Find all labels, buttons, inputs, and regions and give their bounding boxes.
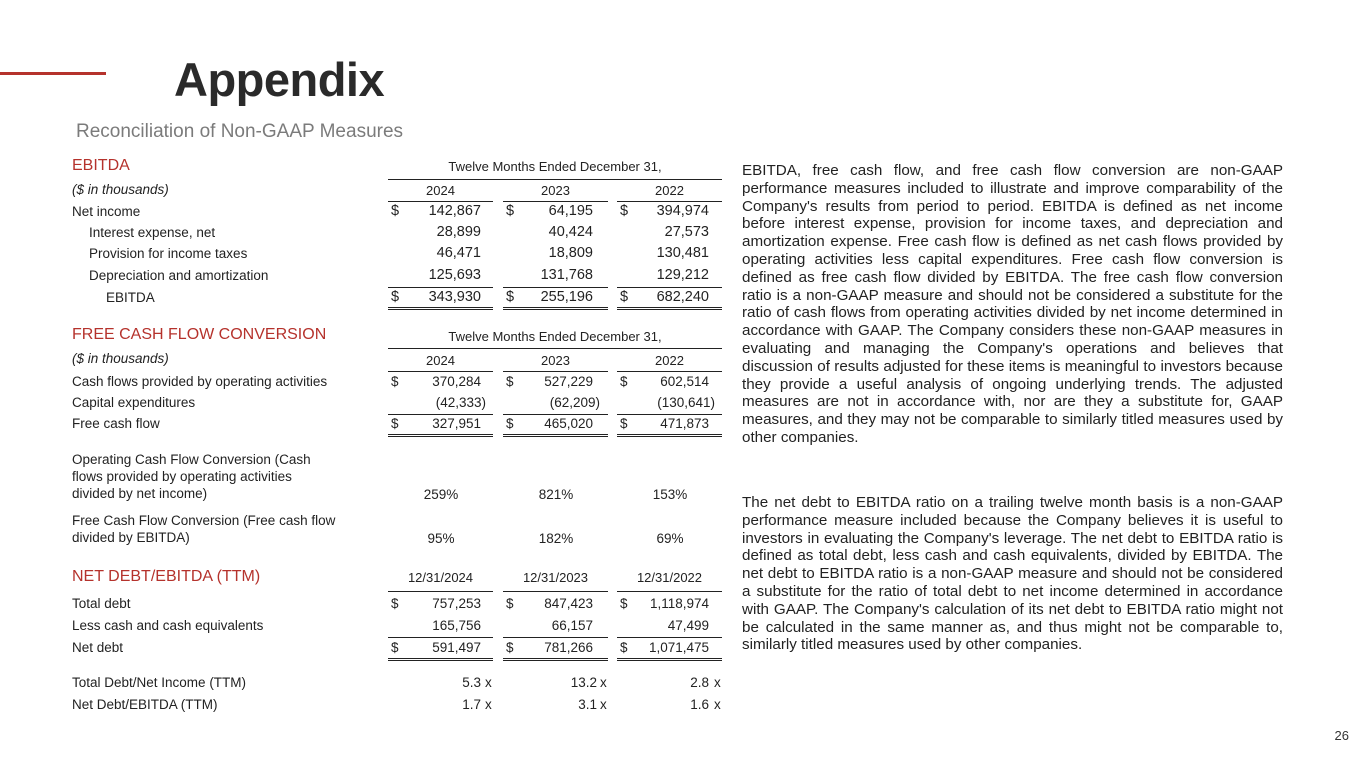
table-cell: 40,424 <box>548 224 593 240</box>
netdebt-date-rule <box>503 591 608 592</box>
total-double-rule <box>388 658 493 661</box>
subtotal-rule <box>617 414 722 415</box>
ebitda-units: ($ in thousands) <box>72 182 169 197</box>
total-double-rule <box>388 434 493 437</box>
table-row-label: Total Debt/Net Income (TTM) <box>72 675 247 690</box>
ocf-conversion-label-line: divided by net income) <box>72 486 208 501</box>
table-cell: 129,212 <box>656 267 709 283</box>
table-cell: 255,196 <box>540 289 593 305</box>
table-cell: 757,253 <box>432 596 481 611</box>
currency-symbol: $ <box>506 640 514 655</box>
ratio-value: 13.2 <box>570 675 597 690</box>
fcf-period-header: Twelve Months Ended December 31, <box>448 329 662 344</box>
fcf-conversion-label-line: divided by EBITDA) <box>72 530 190 545</box>
table-cell: 46,471 <box>436 245 481 261</box>
netdebt-date-rule <box>617 591 722 592</box>
fcf-year-col: 2024 <box>426 353 455 368</box>
table-cell: 471,873 <box>660 416 709 431</box>
table-row-label: Net Debt/EBITDA (TTM) <box>72 697 218 712</box>
fcf-units: ($ in thousands) <box>72 351 169 366</box>
fcf-year-rule <box>388 371 493 372</box>
commentary-paragraph: The net debt to EBITDA ratio on a trailing twelve month basis is a non-GAAP performance measure included because the Company believes it is useful to investors in evaluating the Company's leverage. The net debt to EBITDA ratio is defined as total debt, less cash and cash equivalents, divided by EBITDA. The net debt to EBITDA ratio is a non-GAAP measure and should not be considered a substitute for the ratio of total debt to net income determined in accordance with GAAP. The Company's calculation of its net debt to EBITDA ratio might not be calculated in the same manner as, and thus might not be comparable to, similarly titled measures used by other companies. <box>742 494 1283 654</box>
currency-symbol: $ <box>620 203 629 219</box>
table-cell: 370,284 <box>432 374 481 389</box>
currency-symbol: $ <box>391 289 400 305</box>
subtotal-rule <box>388 637 493 638</box>
table-cell: 847,423 <box>544 596 593 611</box>
table-row-label: Total debt <box>72 596 131 611</box>
table-cell: 47,499 <box>667 618 709 633</box>
currency-symbol: $ <box>506 374 514 389</box>
ebitda-year-col: 2023 <box>541 183 570 198</box>
subtotal-rule <box>388 287 493 288</box>
currency-symbol: $ <box>506 416 514 431</box>
subtotal-rule <box>617 637 722 638</box>
ocf-conversion-value: 259% <box>423 487 459 502</box>
accent-line <box>0 72 106 75</box>
ebitda-year-col: 2022 <box>655 183 684 198</box>
netdebt-date-col: 12/31/2022 <box>636 570 703 585</box>
table-row-label: Net income <box>72 204 141 219</box>
ratio-suffix: x <box>714 675 721 690</box>
total-double-rule <box>503 658 608 661</box>
table-cell: 465,020 <box>544 416 593 431</box>
table-cell: 125,693 <box>428 267 481 283</box>
currency-symbol: $ <box>506 596 514 611</box>
page-subtitle: Reconciliation of Non-GAAP Measures <box>76 121 404 142</box>
table-cell: 343,930 <box>428 289 481 305</box>
netdebt-section-title: NET DEBT/EBITDA (TTM) <box>72 568 261 585</box>
table-cell: 165,756 <box>432 618 481 633</box>
ratio-value: 3.1 <box>578 697 597 712</box>
netdebt-date-col: 12/31/2024 <box>407 570 474 585</box>
currency-symbol: $ <box>391 203 400 219</box>
table-row-label: Less cash and cash equivalents <box>72 618 264 633</box>
ratio-value: 1.7 <box>462 697 481 712</box>
fcf-conversion-value: 182% <box>538 531 574 546</box>
table-cell: 602,514 <box>660 374 709 389</box>
ebitda-year-rule <box>388 201 493 202</box>
table-cell: 394,974 <box>656 203 709 219</box>
table-cell: (62,209) <box>549 395 600 410</box>
table-cell: 1,118,974 <box>649 596 709 611</box>
currency-symbol: $ <box>391 416 399 431</box>
page-number: 26 <box>1334 728 1349 743</box>
currency-symbol: $ <box>620 596 628 611</box>
total-double-rule <box>617 658 722 661</box>
table-cell: 781,266 <box>544 640 593 655</box>
table-row-label: Net debt <box>72 640 124 655</box>
fcf-year-col: 2022 <box>655 353 684 368</box>
table-cell: 527,229 <box>544 374 593 389</box>
currency-symbol: $ <box>620 289 629 305</box>
ebitda-period-header: Twelve Months Ended December 31, <box>448 159 662 174</box>
ebitda-year-rule <box>617 201 722 202</box>
ebitda-section-title: EBITDA <box>72 157 130 174</box>
ebitda-year-rule <box>503 201 608 202</box>
table-cell: 66,157 <box>551 618 593 633</box>
table-cell: 130,481 <box>656 245 709 261</box>
subtotal-rule <box>503 637 608 638</box>
subtotal-rule <box>503 287 608 288</box>
table-cell: 142,867 <box>428 203 481 219</box>
currency-symbol: $ <box>620 640 628 655</box>
fcf-conversion-value: 95% <box>427 531 455 546</box>
total-double-rule <box>388 307 493 310</box>
table-row-label: EBITDA <box>106 290 155 305</box>
fcf-conversion-value: 69% <box>656 531 684 546</box>
fcf-conversion-label-line: Free Cash Flow Conversion (Free cash flow <box>72 513 336 528</box>
total-double-rule <box>617 307 722 310</box>
table-cell: 1,071,475 <box>648 640 709 655</box>
table-cell: 18,809 <box>548 245 593 261</box>
ratio-suffix: x <box>600 697 607 712</box>
ratio-suffix: x <box>714 697 721 712</box>
ebitda-header-rule <box>388 179 722 180</box>
ratio-suffix: x <box>485 675 492 690</box>
total-double-rule <box>617 434 722 437</box>
ratio-suffix: x <box>600 675 607 690</box>
currency-symbol: $ <box>391 374 399 389</box>
ocf-conversion-value: 153% <box>652 487 688 502</box>
ratio-value: 5.3 <box>462 675 481 690</box>
fcf-header-rule <box>388 348 722 349</box>
table-row-label: Capital expenditures <box>72 395 196 410</box>
table-cell: 64,195 <box>548 203 593 219</box>
table-cell: 28,899 <box>436 224 481 240</box>
ratio-value: 1.6 <box>690 697 709 712</box>
table-row-label: Provision for income taxes <box>89 246 248 261</box>
table-cell: 27,573 <box>664 224 709 240</box>
netdebt-date-col: 12/31/2023 <box>522 570 589 585</box>
table-cell: 682,240 <box>656 289 709 305</box>
fcf-section-title: FREE CASH FLOW CONVERSION <box>72 326 327 343</box>
currency-symbol: $ <box>506 289 515 305</box>
fcf-year-col: 2023 <box>541 353 570 368</box>
subtotal-rule <box>388 414 493 415</box>
table-row-label: Depreciation and amortization <box>89 268 269 283</box>
ebitda-year-col: 2024 <box>426 183 455 198</box>
ocf-conversion-label-line: flows provided by operating activities <box>72 469 292 484</box>
page-title: Appendix <box>174 53 385 106</box>
table-cell: (130,641) <box>657 395 715 410</box>
currency-symbol: $ <box>391 640 399 655</box>
currency-symbol: $ <box>620 416 628 431</box>
currency-symbol: $ <box>620 374 628 389</box>
ratio-value: 2.8 <box>690 675 709 690</box>
total-double-rule <box>503 307 608 310</box>
commentary-paragraph: EBITDA, free cash flow, and free cash flow conversion are non-GAAP performance measures included to illustrate and improve comparability of the Company's results from period to period. EBITDA is defined as net income before interest expense, provision for income taxes, and depreciation and amortization expense. Free cash flow is defined as net cash flows provided by operating activities less capital expenditures. Free cash flow conversion is defined as free cash flow divided by EBITDA. The free cash flow conversion ratio is a non-GAAP measure and should not be considered a substitute for the ratio of cash flows from operating activities divided by net income determined in accordance with GAAP. The Company considers these non-GAAP measures in evaluating and managing the Company's operations and believes that discussion of results adjusted for these items is meaningful to investors because they provide a useful analysis of ongoing underlying trends. The adjusted measures are not in accordance with, nor are they a substitute for, GAAP measures, and they may not be comparable to similarly titled measures used by other companies. <box>742 162 1283 446</box>
ocf-conversion-label-line: Operating Cash Flow Conversion (Cash <box>72 452 311 467</box>
table-row-label: Free cash flow <box>72 416 160 431</box>
table-row-label: Interest expense, net <box>89 225 216 240</box>
netdebt-date-rule <box>388 591 493 592</box>
table-cell: 327,951 <box>432 416 481 431</box>
table-cell: (42,333) <box>435 395 486 410</box>
fcf-year-rule <box>617 371 722 372</box>
total-double-rule <box>503 434 608 437</box>
ocf-conversion-value: 821% <box>538 487 574 502</box>
table-row-label: Cash flows provided by operating activities <box>72 374 328 389</box>
subtotal-rule <box>617 287 722 288</box>
fcf-year-rule <box>503 371 608 372</box>
currency-symbol: $ <box>391 596 399 611</box>
table-cell: 131,768 <box>540 267 593 283</box>
currency-symbol: $ <box>506 203 515 219</box>
subtotal-rule <box>503 414 608 415</box>
ratio-suffix: x <box>485 697 492 712</box>
table-cell: 591,497 <box>432 640 481 655</box>
